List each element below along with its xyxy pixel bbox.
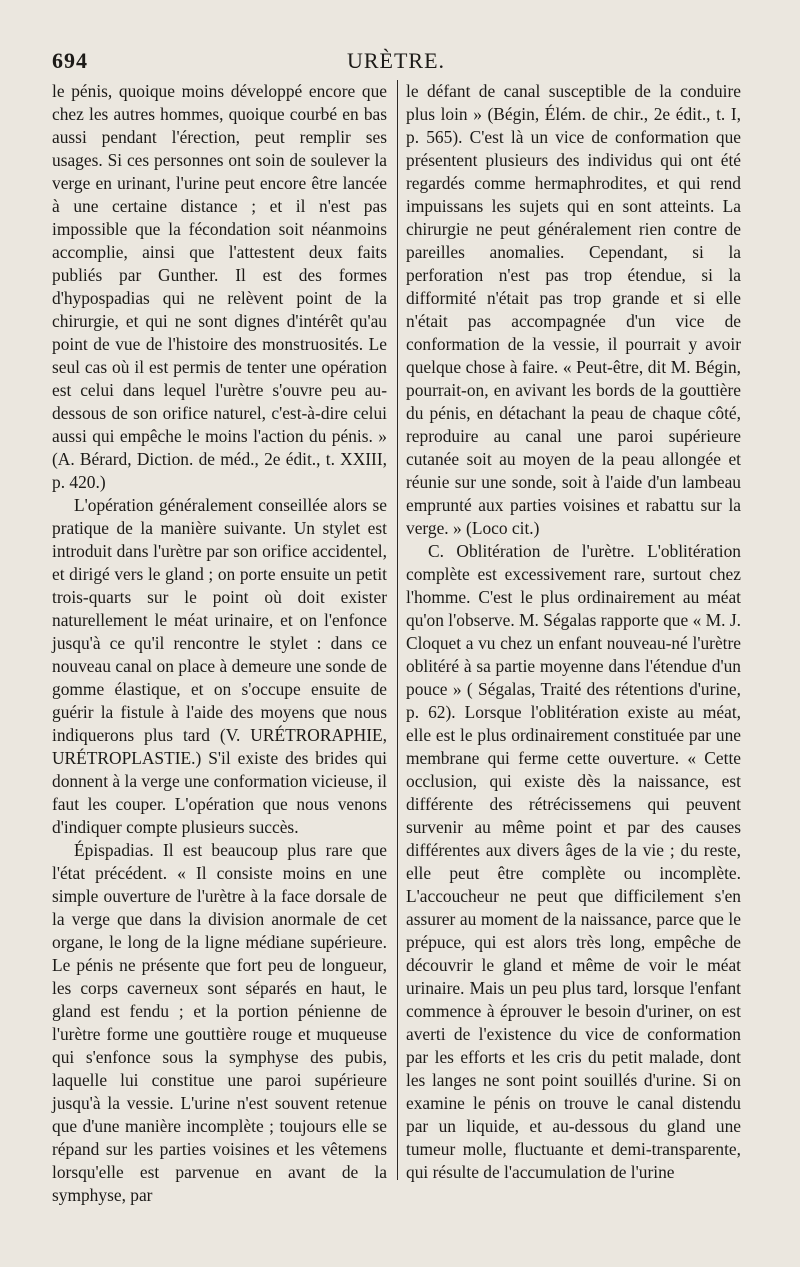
- page-number: 694: [52, 48, 88, 73]
- paragraph: L'opération généralement conseillée alors se pratique de la manière suivante. Un stylet est introduit dans l'urètre par son orifice accidentel, et dirigé vers le gland ; on porte ensuite un petit trois-quarts sur le point où doit exister naturellement le méat urinaire, et on l'enfonce jusqu'à ce qu'il rencontre le stylet : dans ce nouveau canal on place à demeure une sonde de gomme élastique, et on s'occupe ensuite de guérir la fistule à l'aide des moyens que nous indiquerons plus tard (V. URÉTRORAPHIE, URÉTROPLASTIE.) S'il existe des brides qui donnent à la verge une conformation vicieuse, il faut les couper. L'opération que nous venons d'indiquer compte plusieurs succès.: [52, 495, 387, 837]
- column-divider: [397, 80, 398, 1180]
- left-column: [52, 80, 387, 1207]
- right-column: [406, 80, 741, 1184]
- paragraph: Épispadias. Il est beaucoup plus rare que l'état précédent. « Il consiste moins en une simple ouverture de l'urètre à la face dorsale de la verge que dans la division anormale de cet organe, le long de la ligne médiane supérieure. Le pénis ne présente que fort peu de longueur, les corps caverneux sont séparés en haut, le gland est fendu ; et la portion pénienne de l'urètre forme une gouttière rouge et muqueuse qui s'enfonce sous la symphyse des pubis, laquelle lui constitue une paroi supérieure jusqu'à la vessie. L'urine n'est souvent retenue que d'une manière incomplète ; toujours elle se répand sur les parties voisines et les vêtemens lorsqu'elle est parvenue en avant de la symphyse, par: [52, 840, 387, 1205]
- paragraph: C. Oblitération de l'urètre. L'oblitération complète est excessivement rare, surtout chez l'homme. C'est le plus ordinairement au méat qu'on l'observe. M. Ségalas rapporte que « M. J. Cloquet a vu chez un enfant nouveau-né l'urètre oblitéré à sa partie moyenne dans l'étendue d'un pouce » ( Ségalas, Traité des rétentions d'urine, p. 62). Lorsque l'oblitération existe au méat, elle est le plus ordinairement constituée par une membrane qui ferme cette ouverture. « Cette occlusion, qui existe dès la naissance, est différente des rétrécissemens qui peuvent survenir au même point et par des causes différentes aux divers âges de la vie ; du reste, elle peut être complète ou incomplète. L'accoucheur ne peut que difficilement s'en assurer au moment de la naissance, parce que le prépuce, qui est alors très long, empêche de découvrir le gland et même de voir le méat urinaire. Mais un peu plus tard, lorsque l'enfant commence à éprouver le besoin d'uriner, on est averti de l'existence du vice de conformation par les efforts et les cris du petit malade, dont les langes ne sont point souillés d'urine. Si on examine le pénis on trouve le canal distendu par un liquide, et au-dessous du gland une tumeur molle, fluctuante et demi-transparente, qui résulte de l'accumulation de l'urine: [406, 541, 741, 1182]
- page-header: [52, 48, 740, 80]
- running-head: URÈTRE.: [346, 48, 446, 73]
- paragraph: le pénis, quoique moins développé encore que chez les autres hommes, quoique courbé en bas aussi pendant l'érection, peut remplir ses usages. Si ces personnes ont soin de soulever la verge en urinant, l'urine peut encore être lancée à une certaine distance ; et il n'est pas impossible que la fécondation soit néanmoins accomplie, ainsi que l'attestent deux faits publiés par Gunther. Il est des formes d'hypospadias qui ne relèvent point de la chirurgie, et qui ne sont dignes d'intérêt qu'au point de vue de l'histoire des monstruosités. Le seul cas où il est permis de tenter une opération est celui dans lequel l'urètre s'ouvre peu au-dessous de son orifice naturel, c'est-à-dire celui aussi qui empêche le moins l'action du pénis. » (A. Bérard, Diction. de méd., 2e édit., t. XXIII, p. 420.): [52, 81, 387, 492]
- paragraph: le défant de canal susceptible de la conduire plus loin » (Bégin, Élém. de chir., 2e édit., t. I, p. 565). C'est là un vice de conformation que présentent plusieurs des individus qui ont été regardés comme hermaphrodites, et qui rend impuissans les sujets qui en sont atteints. La chirurgie ne peut généralement rien contre de pareilles anomalies. Cependant, si la perforation n'est pas trop étendue, si la difformité n'était pas trop grande et si elle n'était pas accompagnée d'un vice de conformation de la vessie, il pourrait y avoir quelque chose à faire. « Peut-être, dit M. Bégin, pourrait-on, en avivant les bords de la gouttière du pénis, en détachant la peau de chaque côté, reproduire au canal une paroi supérieure cutanée soit au moyen de la peau allongée et réunie sur une sonde, soit à l'aide d'un lambeau emprunté aux parties voisines et rabattu sur la verge. » (Loco cit.): [406, 81, 741, 538]
